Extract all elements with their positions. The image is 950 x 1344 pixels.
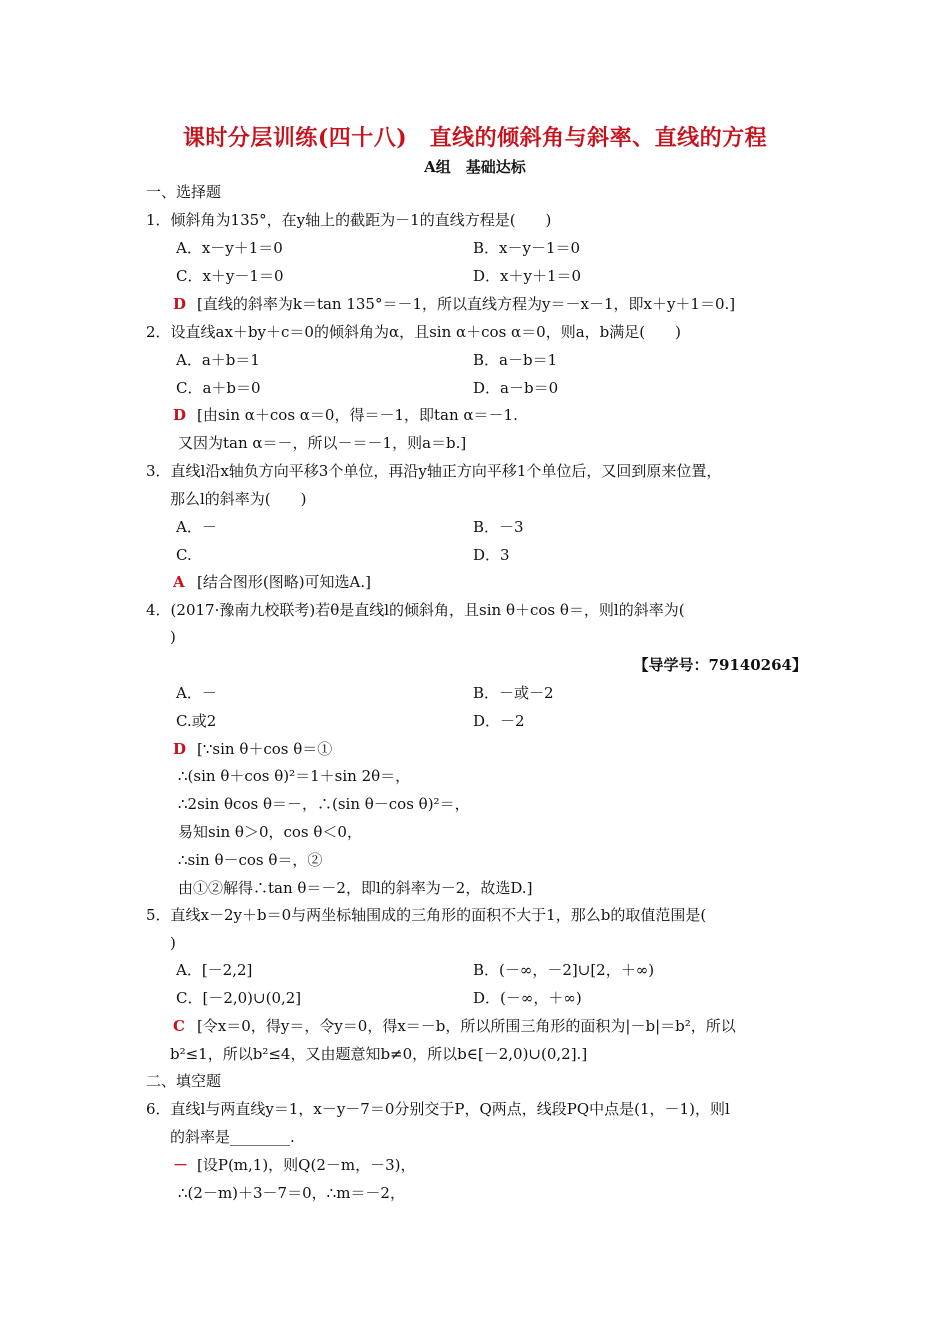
question-1-option-a: A．x－y＋1＝0 — [176, 239, 283, 257]
question-2-option-b: B．a－b＝1 — [473, 351, 558, 369]
question-3-stem: 3．直线l沿x轴负方向平移3个单位，再沿y轴正方向平移1个单位后，又回到原来位置， — [146, 462, 722, 480]
answer-letter: C — [173, 1017, 185, 1035]
question-4-solution-line-6: 由①②解得∴tan θ＝－2，即l的斜率为－2，故选D.] — [178, 879, 533, 897]
question-5-stem-line-2: ) — [170, 934, 176, 952]
question-6-stem: 6．直线l与两直线y＝1，x－y－7＝0分别交于P，Q两点，线段PQ中点是(1，－1)，则l — [146, 1100, 730, 1118]
section-heading-fill: 二、填空题 — [146, 1072, 222, 1090]
solution-text: [设P(m,1)，则Q(2－m，－3)， — [197, 1156, 416, 1174]
question-6-stem-line-2: 的斜率是________. — [170, 1128, 295, 1146]
question-5-stem: 5．直线x－2y＋b＝0与两坐标轴围成的三角形的面积不大于1，那么b的取值范围是( — [146, 906, 707, 924]
question-3-option-a: A．－ — [176, 518, 217, 536]
solution-text: [∵sin θ＋cos θ＝① — [197, 740, 333, 758]
question-3-solution — [173, 572, 371, 592]
question-1-option-d: D．x＋y＋1＝0 — [473, 267, 582, 285]
question-1-option-c: C．x＋y－1＝0 — [176, 267, 284, 285]
question-3-option-c: C. — [176, 546, 192, 564]
solution-text: [由sin α＋cos α＝0，得＝－1，即tan α＝－1. — [197, 406, 518, 424]
question-2-option-c: C．a＋b＝0 — [176, 379, 261, 397]
question-2-solution — [173, 405, 518, 425]
question-4-option-c: C.或2 — [176, 712, 217, 730]
answer-letter: D — [173, 740, 187, 758]
question-1-solution — [173, 294, 735, 314]
question-4-solution-line-5: ∴sin θ－cos θ＝，② — [178, 851, 323, 869]
question-1-stem: 1．倾斜角为135°，在y轴上的截距为－1的直线方程是( ) — [146, 211, 552, 229]
answer-letter: A — [173, 573, 185, 591]
question-5-option-b: B．(－∞，－2]∪[2，＋∞) — [473, 961, 655, 979]
page-title: 课时分层训练(四十八) 直线的倾斜角与斜率、直线的方程 — [182, 125, 768, 151]
question-5-option-d: D．(－∞，＋∞) — [473, 989, 582, 1007]
question-4-solution — [173, 739, 332, 759]
question-2-option-a: A．a＋b＝1 — [176, 351, 260, 369]
question-4-solution-line-4: 易知sin θ＞0，cos θ＜0， — [178, 823, 362, 841]
question-4-stem-line-2: ) — [170, 628, 176, 646]
reference-number: 【导学号：79140264】 — [633, 656, 807, 674]
question-4-option-a: A．－ — [176, 684, 217, 702]
solution-text: [令x＝0，得y＝，令y＝0，得x＝－b，所以所围三角形的面积为|－b|＝b²，所以 — [197, 1017, 736, 1035]
solution-text: [结合图形(图略)可知选A.] — [197, 573, 372, 591]
question-5-option-c: C．[－2,0)∪(0,2] — [176, 989, 302, 1007]
question-3-option-b: B．－3 — [473, 518, 524, 536]
question-4-solution-line-2: ∴(sin θ＋cos θ)²＝1＋sin 2θ＝， — [178, 767, 411, 785]
question-5-option-a: A．[－2,2] — [176, 961, 253, 979]
question-5-solution-line-2: b²≤1，所以b²≤4，又由题意知b≠0，所以b∈[－2,0)∪(0,2].] — [170, 1045, 588, 1063]
answer-text: － — [173, 1156, 189, 1174]
question-2-option-d: D．a－b＝0 — [473, 379, 559, 397]
question-6-solution — [173, 1155, 416, 1175]
question-6-solution-line-2: ∴(2－m)＋3－7＝0，∴m＝－2， — [178, 1184, 405, 1202]
question-3-option-d: D．3 — [473, 546, 510, 564]
question-4-option-d: D．－2 — [473, 712, 525, 730]
question-2-stem: 2．设直线ax＋by＋c＝0的倾斜角为α，且sin α＋cos α＝0，则a，b满足( ) — [146, 323, 681, 341]
question-4-stem: 4．(2017·豫南九校联考)若θ是直线l的倾斜角，且sin θ＋cos θ＝，则l的斜率为( — [146, 601, 685, 619]
question-5-solution — [173, 1016, 736, 1036]
solution-text: [直线的斜率为k＝tan 135°＝－1，所以直线方程为y＝－x－1，即x＋y＋1＝0.] — [197, 295, 736, 313]
section-heading-choice: 一、选择题 — [146, 183, 222, 201]
question-4-option-b: B．－或－2 — [473, 684, 554, 702]
group-heading: A组 基础达标 — [424, 158, 526, 176]
question-3-stem-line-2: 那么l的斜率为( ) — [170, 490, 307, 508]
question-2-solution-line-2: 又因为tan α＝－，所以－＝－1，则a＝b.] — [178, 434, 467, 452]
answer-letter: D — [173, 295, 187, 313]
question-1-option-b: B．x－y－1＝0 — [473, 239, 581, 257]
answer-letter: D — [173, 406, 187, 424]
question-4-solution-line-3: ∴2sin θcos θ＝－，∴(sin θ－cos θ)²＝， — [178, 795, 470, 813]
